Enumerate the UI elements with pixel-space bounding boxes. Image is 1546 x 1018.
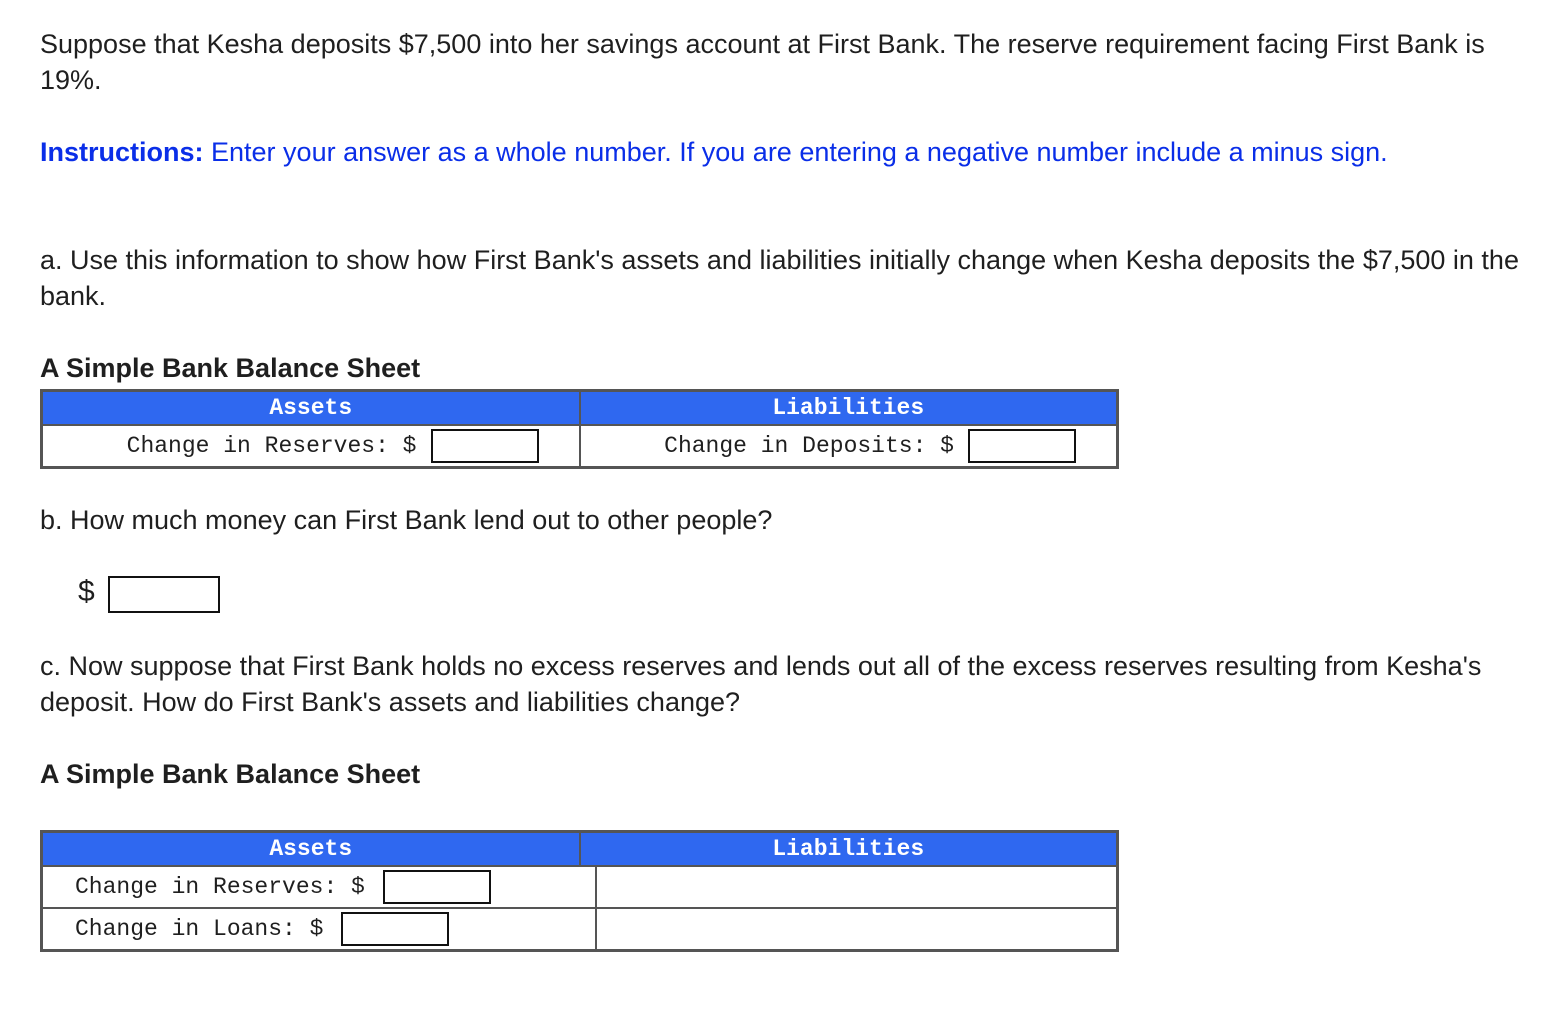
- part-b-currency: $: [78, 575, 95, 608]
- reserves-label: Change in Reserves: $: [75, 874, 365, 900]
- deposits-input[interactable]: [968, 429, 1076, 463]
- balance-sheet-c: [40, 830, 1119, 952]
- balance-sheet-a: [40, 389, 1119, 469]
- liabilities-cell: [595, 867, 1117, 907]
- assets-header: Assets: [43, 833, 579, 865]
- instructions-text: Enter your answer as a whole number. If you are entering a negative number include a minus sign.: [203, 137, 1388, 167]
- deposits-label: Change in Deposits: $: [664, 433, 954, 459]
- reserves-label: Change in Reserves: $: [126, 433, 417, 459]
- balance-sheet-a-row: [43, 426, 1116, 466]
- problem-intro: Suppose that Kesha deposits $7,500 into her savings account at First Bank. The reserve requirement facing First Bank is 19%.: [40, 29, 1485, 95]
- balance-sheet-a-header: [43, 392, 1116, 426]
- balance-sheet-c-row-loans: [43, 909, 1116, 949]
- liabilities-cell: [579, 426, 1117, 466]
- liabilities-cell: [595, 909, 1117, 949]
- balance-sheet-c-header: [43, 833, 1116, 867]
- reserves-input[interactable]: [431, 429, 539, 463]
- part-a-question: a. Use this information to show how First Bank's assets and liabilities initially change when Kesha deposits the $7,500 in the bank.: [40, 245, 1519, 311]
- liabilities-header: Liabilities: [579, 833, 1117, 865]
- part-b-question: b. How much money can First Bank lend out to other people?: [40, 505, 773, 535]
- part-a-table-title: A Simple Bank Balance Sheet: [40, 353, 421, 383]
- reserves-input[interactable]: [383, 870, 491, 904]
- part-c-question: c. Now suppose that First Bank holds no excess reserves and lends out all of the excess reserves resulting from Kesha's deposit. How do First Bank's assets and liabilities change?: [40, 651, 1482, 717]
- lend-amount-input[interactable]: [108, 576, 220, 613]
- assets-cell: [43, 426, 579, 466]
- liabilities-header: Liabilities: [579, 392, 1117, 424]
- assets-cell: [43, 867, 595, 907]
- instructions: [40, 134, 1530, 170]
- loans-input[interactable]: [341, 912, 449, 946]
- balance-sheet-c-row-reserves: [43, 867, 1116, 909]
- assets-cell: [43, 909, 595, 949]
- instructions-label: Instructions:: [40, 137, 204, 167]
- assets-header: Assets: [43, 392, 579, 424]
- part-c-table-title: A Simple Bank Balance Sheet: [40, 759, 421, 789]
- loans-label: Change in Loans: $: [75, 916, 324, 942]
